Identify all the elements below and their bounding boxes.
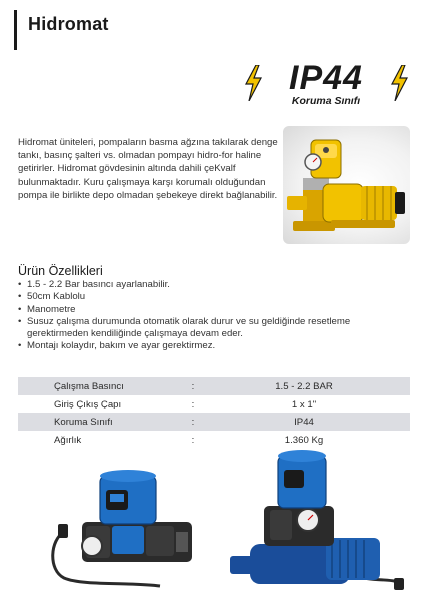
table-row: Çalışma Basıncı : 1.5 - 2.2 BAR <box>18 377 410 395</box>
page-title: Hidromat <box>28 14 109 34</box>
features-title: Ürün Özellikleri <box>18 264 103 278</box>
list-item: • 50cm Kablolu <box>18 291 86 303</box>
blue-hidromat-image <box>42 460 192 595</box>
list-item: • Montajı kolaydır, bakım ve ayar gerektirmez. <box>18 339 216 351</box>
table-row: Koruma Sınıfı : IP44 <box>18 413 410 431</box>
features-list <box>18 279 410 352</box>
header-accent-bar <box>14 10 17 50</box>
yellow-pump-image <box>283 126 410 244</box>
list-item: • Manometre <box>18 303 76 315</box>
table-row: Ağırlık : 1.360 Kg <box>54 434 324 446</box>
ip-rating: IP44 <box>289 59 363 97</box>
list-item: • 1.5 - 2.2 Bar basıncı ayarlanabilir. <box>18 279 170 290</box>
blue-pump-image <box>228 448 408 596</box>
ip-rating-badge <box>242 59 410 109</box>
list-item: • Susuz çalışma durumunda otomatik olarak durur ve su geldiğinde resetleme gerektirmeden kendiliğinde çalışmaya devam eder. <box>18 315 351 339</box>
ip-rating-subtitle: Koruma Sınıfı <box>291 95 361 107</box>
product-description: Hidromat üniteleri, pompaların basma ağzına takılarak denge tankı, basınç şalteri vs. olmadan pompayı hidro-for haline getirirler. Hidromat gövdesinin altında dahili çeKvalf bulunmaktadır. Kuru çalışmaya karşı korumalı olduğundan pompa ile birlikte depo olmadan şebekeye direkt bağlanabilir. <box>18 137 278 201</box>
table-row: Giriş Çıkış Çapı : 1 x 1" <box>54 398 317 410</box>
spec-table <box>18 377 410 449</box>
